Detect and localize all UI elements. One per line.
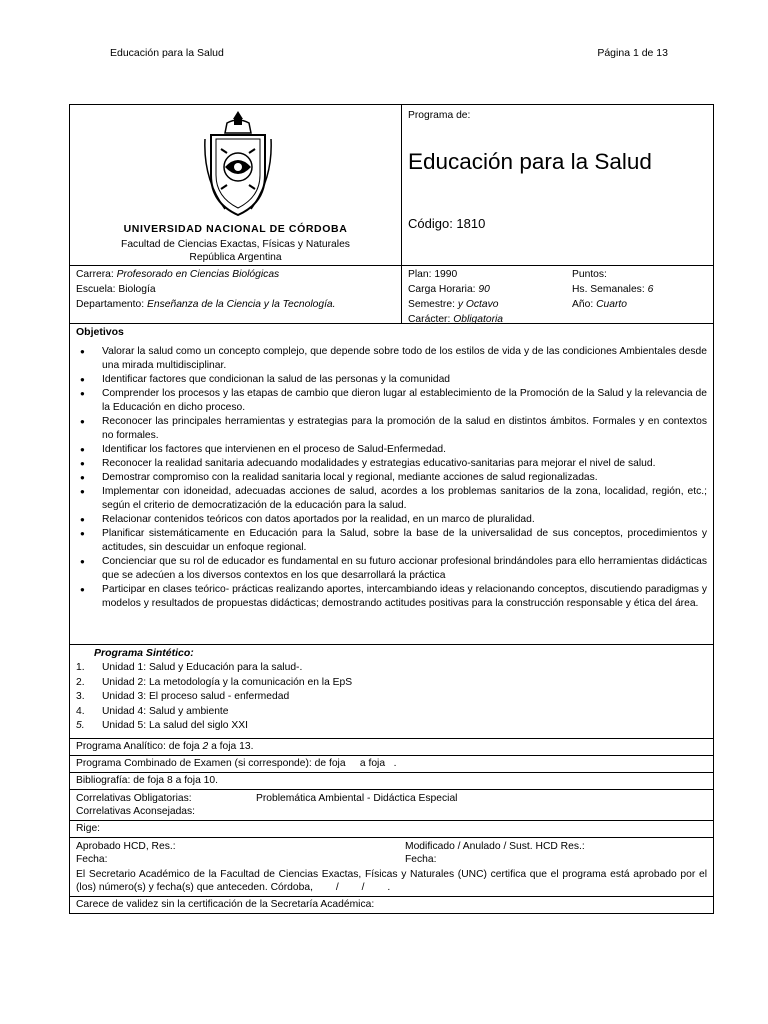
sintetico-list [76,661,707,734]
aprobado-row [70,837,713,896]
objetivos-title: Objetivos [76,326,124,338]
departamento-line: Departamento: Enseñanza de la Ciencia y la Tecnología. [76,299,336,310]
list-item: ● Reconocer la realidad sanitaria adecuando modalidades y estrategias educativo-sanitarias para mejorar el nivel de salud. [76,457,707,471]
list-item: 4. Unidad 4: Salud y ambiente [76,705,229,717]
list-item: ● Implementar con idoneidad, adecuadas acciones de salud, acordes a los problemas sanitarios de la zona, localidad, región, etc.; según el criterio de democratización de la educación para la salud. [76,485,707,513]
info-col-1 [70,266,402,323]
header-block [70,105,713,265]
sintetico-title: Programa Sintético: [94,647,194,659]
running-header-title: Educación para la Salud [110,47,224,59]
correlativas-row [70,789,713,820]
list-item: ● Relacionar contenidos teóricos con datos aportados por la realidad, en un marco de pluralidad. [76,513,707,527]
departamento-value: Enseñanza de la Ciencia y la Tecnología. [147,299,336,310]
program-title: Educación para la Salud [408,149,652,174]
analitico-row: Programa Analítico: de foja 2 a foja 13. [70,738,713,755]
university-cell [70,105,402,265]
info-block [70,265,713,323]
modificado-label: Modificado / Anulado / Sust. HCD Res.: [405,841,585,852]
plan-line: Plan: 1990 [408,269,458,280]
list-item: ● Demostrar compromiso con la realidad sanitaria local y regional, mediante acciones de salud regionalizadas. [76,471,707,485]
faculty-name: Facultad de Ciencias Exactas, Físicas y Naturales [121,239,350,250]
list-item: ● Reconocer las principales herramientas y estrategias para la promoción de la salud en distintos ámbitos. Formales y en contextos no formales. [76,415,707,443]
caracter-line: Carácter: Obligatoria [408,314,504,325]
list-item: ● Concienciar que su rol de educador es fundamental en su futuro accionar profesional brindándoles para ello herramientas didácticas que se adecúen a los diversos contextos en los que desarrollará la práctica [76,555,707,583]
list-item: 3. Unidad 3: El proceso salud - enfermedad [76,691,290,702]
list-item: 1. Unidad 1: Salud y Educación para la salud-. [76,662,303,673]
anio-line: Año: Cuarto [572,299,627,310]
list-item: ● Valorar la salud como un concepto complejo, que depende sobre todo de los estilos de vida y de las condiciones Ambientales desde una mirada multidisciplinar. [76,345,707,373]
objetivos-list [76,345,707,611]
list-item: ● Participar en clases teórico- prácticas realizando aportes, intercambiando ideas y relacionando conceptos, discutiendo paradigmas y modelos y resultados de propuestas didácticas; demostrando actitudes positivas para la construcción responsable y ética del área. [76,583,707,611]
carrera-value: Profesorado en Ciencias Biológicas [116,269,280,280]
carece-row: Carece de validez sin la certificación de la Secretaría Académica: [70,896,713,913]
correlativas-oblig-label: Correlativas Obligatorias: [76,793,192,804]
program-cell [402,105,713,265]
semestre-line: Semestre: y Octavo [408,299,499,310]
sintetico-section [70,644,713,738]
program-form [69,104,714,914]
correlativas-acons-label: Correlativas Aconsejadas: [76,806,196,817]
list-item: ● Identificar factores que condicionan la salud de las personas y la comunidad [76,373,707,387]
puntos-line: Puntos: [572,269,607,280]
fecha-label: Fecha: [405,854,437,865]
program-label: Programa de: [408,110,471,121]
escuela-line: Escuela: Biología [76,284,156,295]
page-number: Página 1 de 13 [597,47,668,59]
program-code: Código: 1810 [408,216,486,231]
info-col-3 [566,266,713,323]
aprobado-label: Aprobado HCD, Res.: [76,841,176,852]
list-item: 2. Unidad 2: La metodología y la comunicación en la EpS [76,676,353,688]
university-seal-icon [203,109,273,219]
correlativas-oblig-value: Problemática Ambiental - Didáctica Especial [256,793,458,804]
list-item: ● Planificar sistemáticamente en Educación para la Salud, sobre la base de la universalidad de sus conceptos, procedimientos y actitudes, sin descuidar un enfoque regional. [76,527,707,555]
hs-line: Hs. Semanales: 6 [572,284,654,295]
list-item: ● Identificar los factores que intervienen en el proceso de Salud-Enfermedad. [76,443,707,457]
bibliografia-row: Bibliografía: de foja 8 a foja 10. [70,772,713,789]
certification-text: El Secretario Académico de la Facultad de Ciencias Exactas, Físicas y Naturales (UNC) certifica que el programa está aprobado por el (los) número(s) y fecha(s) que anteceden. Córdoba, / / . [76,869,710,893]
carga-line: Carga Horaria: 90 [408,284,490,295]
country-name: República Argentina [189,252,282,263]
list-item: ● Comprender los procesos y las etapas de cambio que dieron lugar al establecimiento de la Promoción de la Salud y la relevancia de la Educación en dicho proceso. [76,387,707,415]
info-col-2 [402,266,566,323]
combinado-row: Programa Combinado de Examen (si corresponde): de foja a foja . [70,755,713,772]
university-name: UNIVERSIDAD NACIONAL DE CÓRDOBA [123,223,348,235]
carrera-line: Carrera: Profesorado en Ciencias Biológicas [76,269,280,280]
fecha-label: Fecha: [76,854,108,865]
objetivos-section [70,323,713,644]
list-item: 5. Unidad 5: La salud del siglo XXI [76,720,248,731]
rige-row: Rige: [70,820,713,837]
